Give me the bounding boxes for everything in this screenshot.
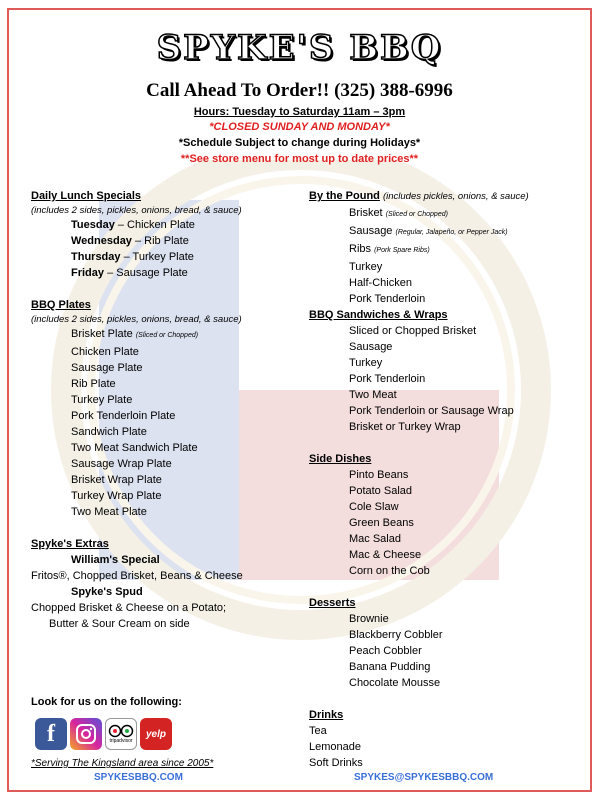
schedule-notice: *Schedule Subject to change during Holidays* [178, 137, 421, 149]
list-item: Two Meat Plate [71, 506, 147, 518]
spykes-spud-desc: Butter & Sour Cream on side [49, 618, 190, 630]
list-item: Brisket Wrap Plate [71, 474, 162, 486]
section-title-by-the-pound: By the Pound [309, 190, 380, 202]
instagram-icon[interactable] [70, 718, 102, 750]
list-item: Half-Chicken [349, 277, 412, 289]
list-item: Two Meat Sandwich Plate [71, 442, 198, 454]
spacer [309, 691, 589, 707]
section-header-by-the-pound [309, 188, 589, 205]
section-note: (includes pickles, onions, & sauce) [382, 191, 529, 202]
item-note: (Sliced or Chopped) [135, 332, 199, 339]
list-item: Potato Salad [349, 485, 412, 497]
list-item: Blackberry Cobbler [349, 629, 443, 641]
menu-page [7, 8, 592, 792]
look-for-us-label: Look for us on the following: [31, 696, 182, 708]
spacer [309, 435, 589, 451]
list-item: Pork Tenderloin [349, 293, 426, 305]
list-item: Peach Cobbler [349, 645, 422, 657]
call-ahead-phone: Call Ahead To Order!! (325) 388-6996 [146, 80, 453, 101]
list-item: Two Meat [349, 389, 397, 401]
section-title-drinks: Drinks [309, 709, 344, 721]
list-item [309, 241, 589, 259]
right-column [309, 188, 589, 771]
list-item: Wednesday – Rib Plate [71, 235, 189, 247]
section-title-extras: Spyke's Extras [31, 538, 109, 550]
tripadvisor-owl-glyph [108, 724, 134, 738]
day-label: Tuesday [71, 219, 115, 231]
list-item: Turkey Plate [71, 394, 133, 406]
list-item: Corn on the Cob [349, 565, 430, 577]
list-item: Sausage Wrap Plate [71, 458, 172, 470]
list-item: Chocolate Mousse [349, 677, 441, 689]
section-note: (includes 2 sides, pickles, onions, bread, & sauce) [31, 205, 242, 216]
section-title-sandwiches: BBQ Sandwiches & Wraps [309, 309, 448, 321]
list-item: Friday – Sausage Plate [71, 267, 188, 279]
list-item: Soft Drinks [309, 757, 363, 769]
plate-label: Turkey Plate [132, 251, 194, 263]
plate-label: Sausage Plate [116, 267, 188, 279]
list-item: Turkey [349, 357, 383, 369]
list-item: Sliced or Chopped Brisket [349, 325, 477, 337]
list-item: Brisket or Turkey Wrap [349, 421, 461, 433]
day-label: Friday [71, 267, 105, 279]
section-note: (includes 2 sides, pickles, onions, bread, & sauce) [31, 314, 242, 325]
list-item: Turkey [349, 261, 383, 273]
list-item: Turkey Wrap Plate [71, 490, 162, 502]
list-item: Brownie [349, 613, 389, 625]
email-link[interactable]: SPYKES@SPYKESBBQ.COM [354, 772, 494, 783]
list-item: Pinto Beans [349, 469, 409, 481]
list-item: Sandwich Plate [71, 426, 147, 438]
williams-special-title: William's Special [71, 554, 160, 566]
tripadvisor-icon[interactable] [105, 718, 137, 750]
item-note: (Pork Spare Ribs) [374, 247, 430, 254]
restaurant-logo-title: SPYKE'S BBQ [156, 28, 443, 68]
list-item: Chicken Plate [71, 346, 139, 358]
serving-since-note: *Serving The Kingsland area since 2005* [31, 758, 214, 769]
spacer [309, 579, 589, 595]
list-item: Mac Salad [349, 533, 401, 545]
item-label: Brisket [349, 207, 383, 219]
list-item: Green Beans [349, 517, 414, 529]
list-item: Sausage Plate [71, 362, 143, 374]
spacer [31, 281, 301, 297]
day-label: Wednesday [71, 235, 132, 247]
list-item: Thursday – Turkey Plate [71, 251, 194, 263]
item-label: Ribs [349, 243, 372, 255]
plate-label: Rib Plate [144, 235, 189, 247]
website-link[interactable]: SPYKESBBQ.COM [94, 772, 183, 783]
instagram-glyph [75, 723, 97, 745]
list-item: Sausage [349, 341, 393, 353]
yelp-icon[interactable]: yelp [140, 718, 172, 750]
hours-line: Hours: Tuesday to Saturday 11am – 3pm [193, 106, 406, 118]
closed-notice: *CLOSED SUNDAY AND MONDAY* [209, 121, 390, 133]
item-note: (Sliced or Chopped) [385, 211, 448, 218]
item-label: Sausage [349, 225, 393, 237]
list-item: Banana Pudding [349, 661, 431, 673]
plate-label: Chicken Plate [127, 219, 195, 231]
social-icons [35, 718, 172, 750]
list-item: Rib Plate [71, 378, 116, 390]
tripadvisor-label: tripadvisor [109, 738, 133, 744]
williams-special-desc: Fritos®, Chopped Brisket, Beans & Cheese [31, 570, 243, 582]
list-item: Pork Tenderloin Plate [71, 410, 176, 422]
item-note: (Regular, Jalapeño, or Pepper Jack) [395, 229, 508, 236]
list-item: Pork Tenderloin [349, 373, 426, 385]
section-title-bbq-plates: BBQ Plates [31, 299, 91, 311]
list-item: Lemonade [309, 741, 361, 753]
list-item: Mac & Cheese [349, 549, 422, 561]
section-title-sides: Side Dishes [309, 453, 372, 465]
list-item: Tea [309, 725, 327, 737]
list-item: Cole Slaw [349, 501, 399, 513]
store-menu-notice: **See store menu for most up to date prices** [180, 153, 419, 165]
section-title-daily-specials: Daily Lunch Specials [31, 190, 142, 202]
list-item [31, 326, 301, 344]
facebook-icon[interactable]: f [35, 718, 67, 750]
left-column [31, 188, 301, 632]
spacer [31, 520, 301, 536]
section-title-desserts: Desserts [309, 597, 356, 609]
list-item: Tuesday – Chicken Plate [71, 219, 195, 231]
spykes-spud-desc: Chopped Brisket & Cheese on a Potato; [31, 602, 227, 614]
list-item [309, 223, 589, 241]
list-item: Pork Tenderloin or Sausage Wrap [349, 405, 514, 417]
list-item [309, 205, 589, 223]
day-label: Thursday [71, 251, 121, 263]
spykes-spud-title: Spyke's Spud [71, 586, 143, 598]
item-label: Brisket Plate [71, 328, 133, 340]
